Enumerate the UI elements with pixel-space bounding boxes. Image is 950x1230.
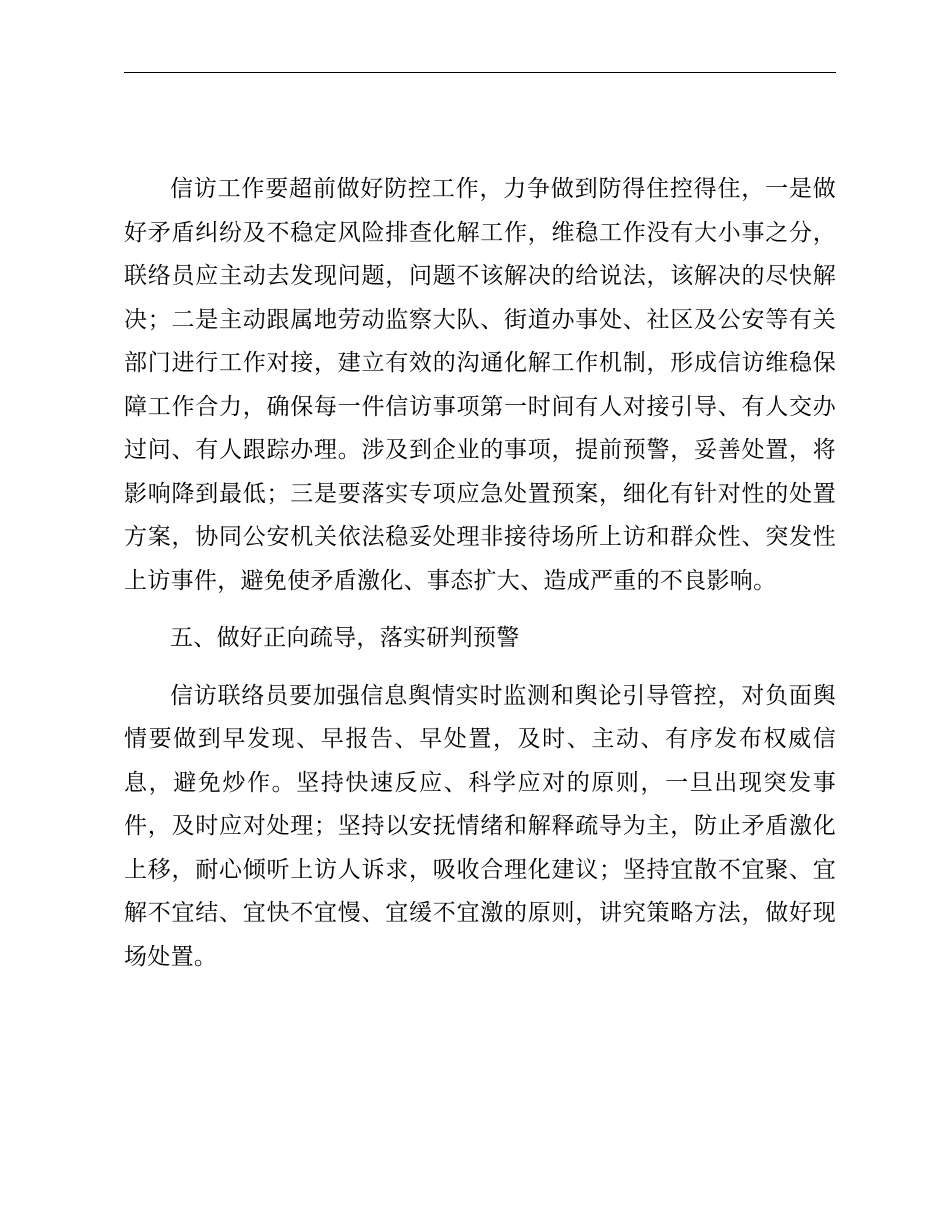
document-body xyxy=(124,168,836,979)
section-paragraph: 信访联络员要加强信息舆情实时监测和舆论引导管控，对负面舆情要做到早发现、早报告、早处置，及时、主动、有序发布权威信息，避免炒作。坚持快速反应、科学应对的原则，一旦出现突发事件，及时应对处理；坚持以安抚情绪和解释疏导为主，防止矛盾激化上移，耐心倾听上访人诉求，吸收合理化建议；坚持宜散不宜聚、宜解不宜结、宜快不宜慢、宜缓不宜激的原则，讲究策略方法，做好现场处置。 xyxy=(124,682,836,970)
body-paragraph: 信访工作要超前做好防控工作，力争做到防得住控得住，一是做好矛盾纠纷及不稳定风险排查化解工作，维稳工作没有大小事之分，联络员应主动去发现问题，问题不该解决的给说法，该解决的尽快解决；二是主动跟属地劳动监察大队、街道办事处、社区及公安等有关部门进行工作对接，建立有效的沟通化解工作机制，形成信访维稳保障工作合力，确保每一件信访事项第一时间有人对接引导、有人交办过问、有人跟踪办理。涉及到企业的事项，提前预警，妥善处置，将影响降到最低；三是要落实专项应急处置预案，细化有针对性的处置方案，协同公安机关依法稳妥处理非接待场所上访和群众性、突发性上访事件，避免使矛盾激化、事态扩大、造成严重的不良影响。 xyxy=(124,176,836,594)
section-heading: 五、做好正向疏导，落实研判预警 xyxy=(170,625,520,651)
header-rule xyxy=(124,72,836,73)
